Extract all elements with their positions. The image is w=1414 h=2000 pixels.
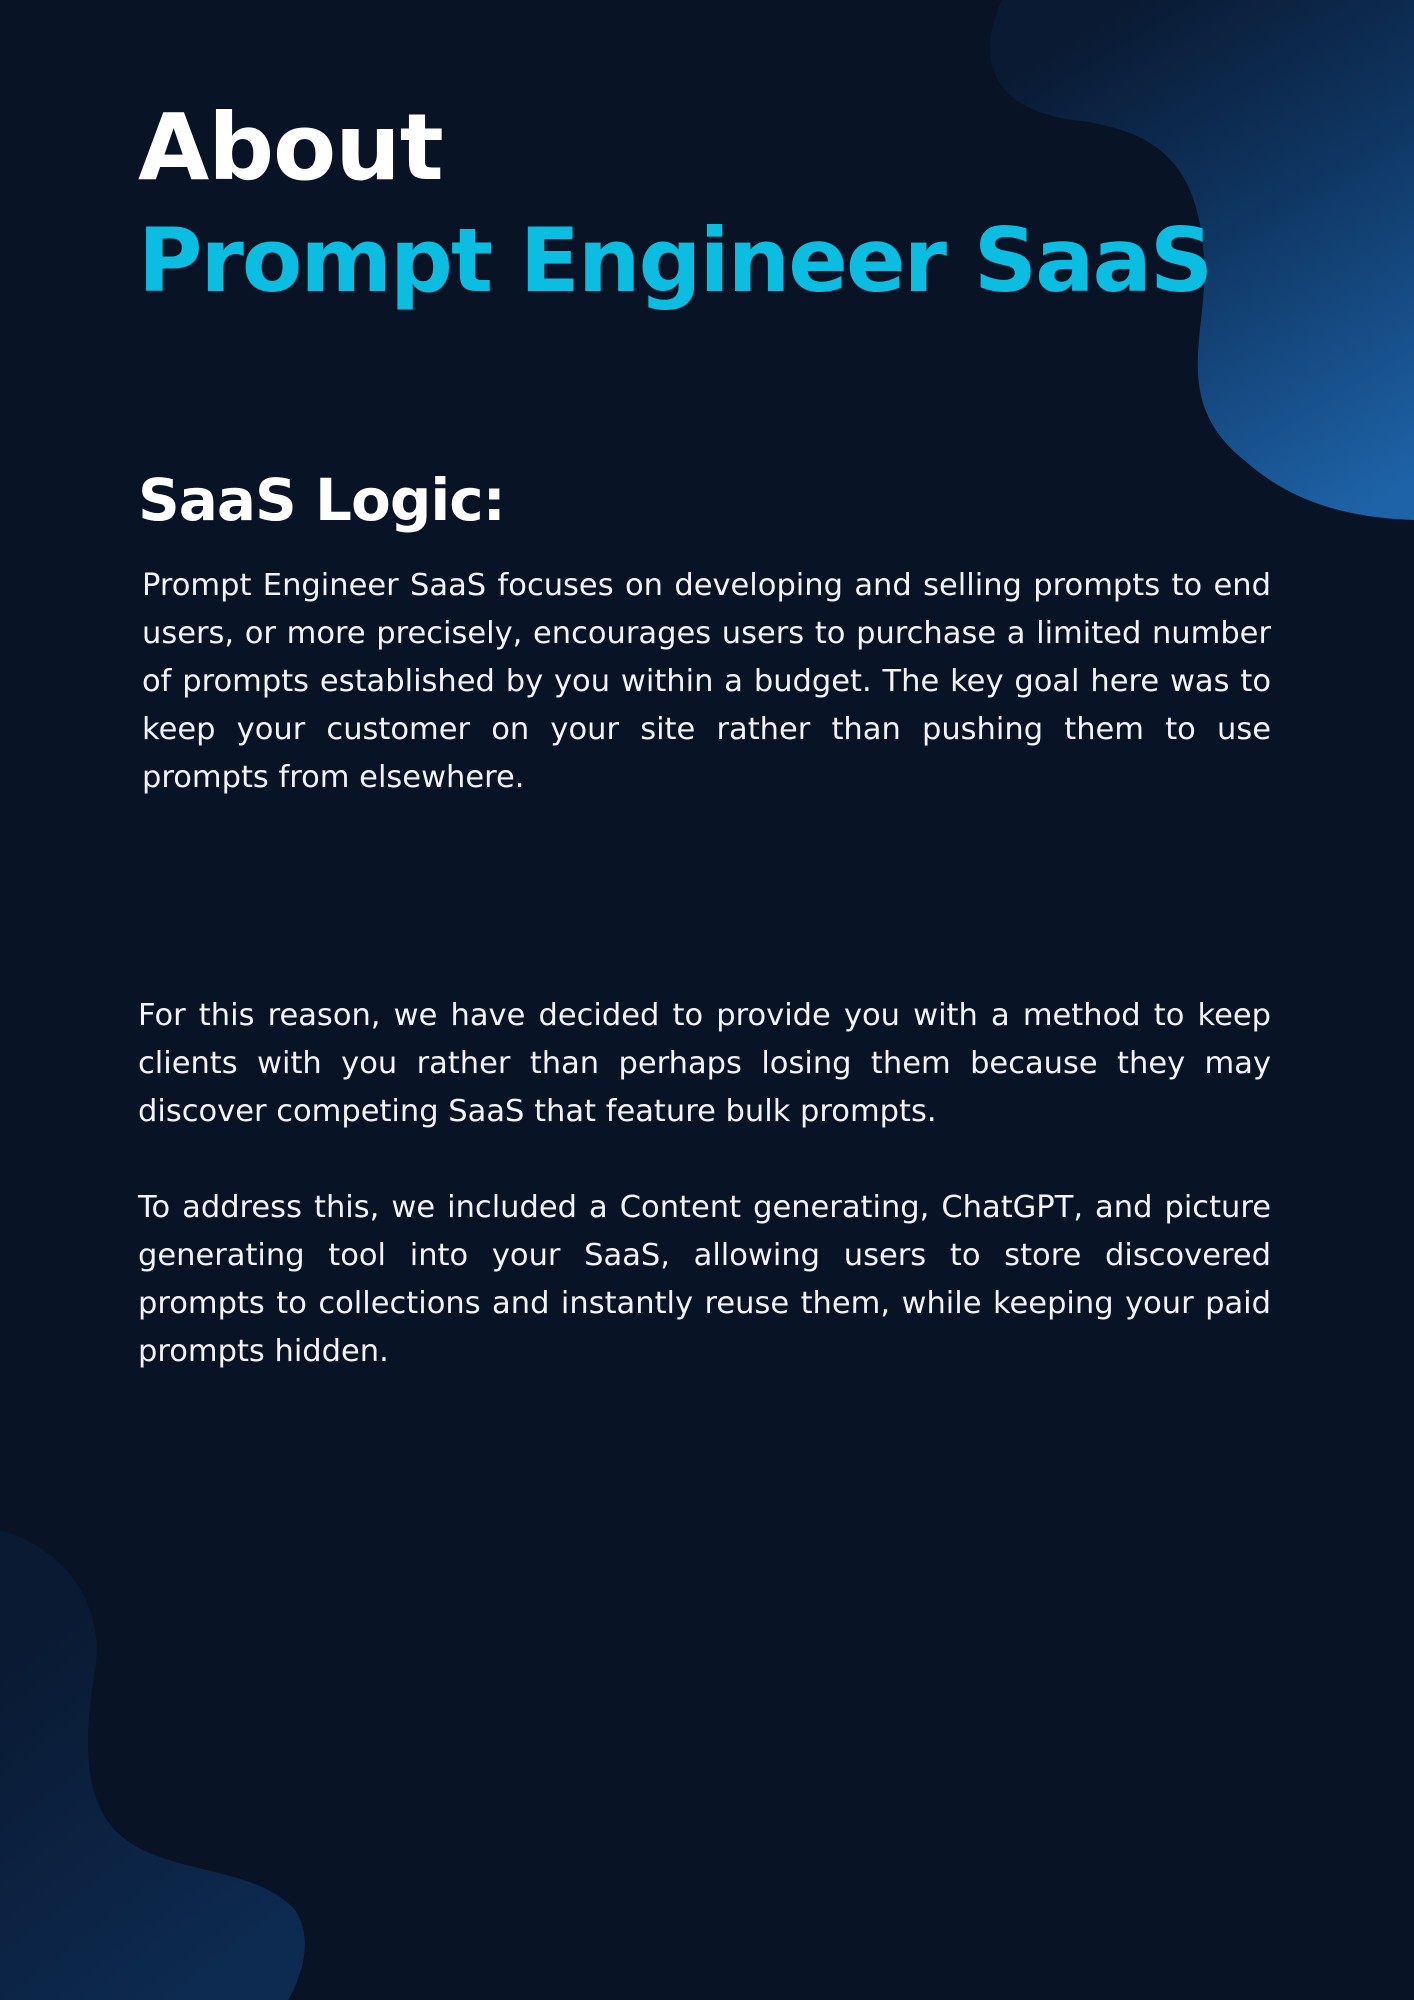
body-paragraph-1: Prompt Engineer SaaS focuses on developing and selling prompts to end users, or more precisely, encourages users to purchase a limited number of prompts established by you within a budget. The key goal here was to keep your customer on your site rather than pushing them to use prompts from elsewhere.: [142, 568, 1271, 795]
body-paragraph-2: For this reason, we have decided to provide you with a method to keep clients with you rather than perhaps losing them because they may discover competing SaaS that feature bulk prompts.: [138, 998, 1271, 1129]
section-heading: SaaS Logic:: [138, 466, 505, 534]
page-title-about: About: [138, 94, 443, 201]
page-title-product: Prompt Engineer SaaS: [138, 209, 1212, 312]
content-column: [138, 96, 1271, 1376]
decorative-blob-bottom-left: [0, 1520, 310, 2000]
body-paragraph-3: To address this, we included a Content generating, ChatGPT, and picture generating tool into your SaaS, allowing users to store discovered prompts to collections and instantly reuse them, while keeping your paid prompts hidden.: [138, 1190, 1271, 1369]
